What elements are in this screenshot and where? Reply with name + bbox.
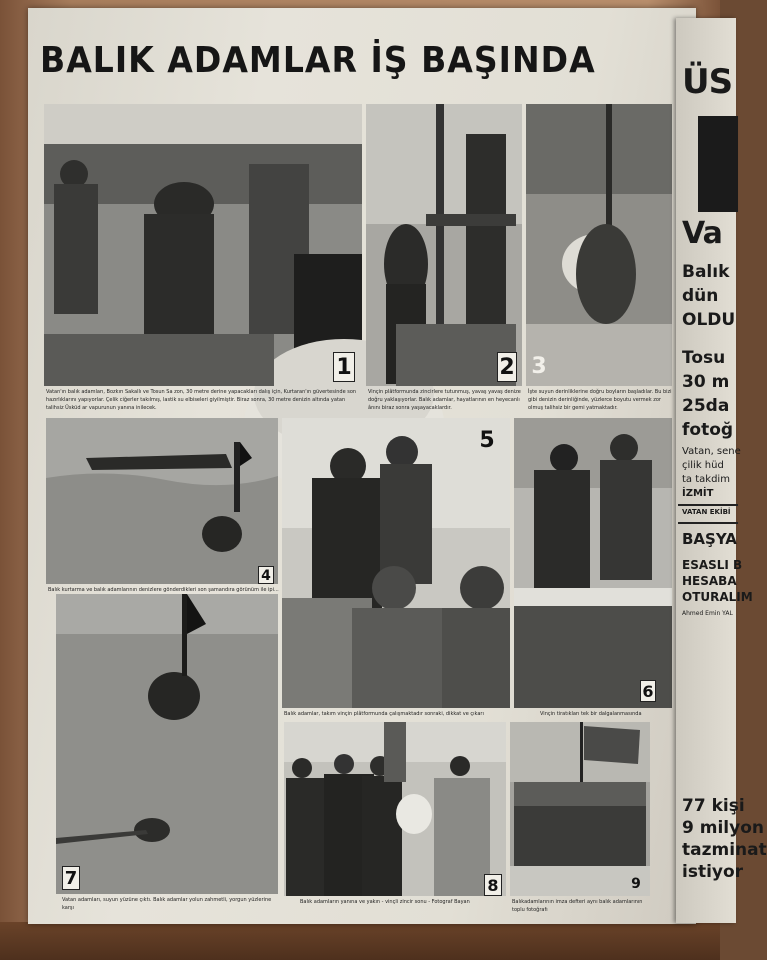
photo-4-caption: Balık kurtarma ve balık adamlarının denizlere gönderdikleri son şamandıra görünüm ile ipi... <box>48 587 279 593</box>
adjacent-fragment: ESASLI B <box>682 558 743 572</box>
adjacent-fragment: 9 milyon <box>682 818 764 838</box>
adjacent-fragment: Vatan, sene <box>682 446 741 457</box>
adjacent-fragment: 77 kişi <box>682 796 745 816</box>
adjacent-fragment: OTURALIM <box>682 590 753 604</box>
adjacent-fragment: tazminat <box>682 840 767 860</box>
page-headline: BALIK ADAMLAR İŞ BAŞINDA <box>40 40 596 81</box>
photo-9-image <box>510 722 650 896</box>
photo-2-caption: Vinçin plâtformunda zincirlere tutunmuş, yavaş yavaş denize doğru yaklaşıyorlar. Balık adamlar, hayatlarının en heyecanlı ânını biraz sonra yaşayacaklardır. <box>368 389 521 411</box>
adjacent-fragment: ta takdim <box>682 474 730 485</box>
adjacent-fragment: Tosu <box>682 348 726 368</box>
adjacent-photo <box>698 116 738 212</box>
photo-6 <box>514 418 672 708</box>
photo-5-caption: Balık adamlar, takım vinçin plâtformunda çalışmaktadır sonraki, dikkat ve çıkarı <box>284 711 484 717</box>
adjacent-fragment: HESABA <box>682 574 737 588</box>
photo-9-number: 9 <box>631 876 641 892</box>
adjacent-fragment: istiyor <box>682 862 744 882</box>
photo-1 <box>44 104 362 386</box>
adjacent-fragment: 30 m <box>682 372 730 392</box>
photo-6-number: 6 <box>640 680 656 702</box>
photo-9 <box>510 722 650 896</box>
binder-bottom-edge <box>0 922 720 960</box>
photo-5 <box>282 418 510 708</box>
photo-3 <box>526 104 672 386</box>
adjacent-fragment: 25da <box>682 396 730 416</box>
adjacent-fragment: İZMİT <box>682 488 714 499</box>
adjacent-rule <box>678 504 738 506</box>
adjacent-newspaper-page <box>676 18 767 923</box>
photo-1-image <box>44 104 362 386</box>
photo-6-caption: Vinçin tiratıkları tek bir dalgalanmasında <box>540 711 642 717</box>
adjacent-fragment: VATAN EKİBİ <box>682 508 731 516</box>
photo-3-image <box>526 104 672 386</box>
photo-7-image <box>56 594 278 894</box>
photo-1-number: 1 <box>333 352 355 382</box>
adjacent-fragment: dün <box>682 286 719 306</box>
photo-6-image <box>514 418 672 708</box>
adjacent-fragment: fotoğ <box>682 420 734 440</box>
photo-3-caption: İşte suyun derinliklerine doğru boyların başladılar. Bu bizi gibi denizin derinliğinde, yüzlerce boyutu vermek zor olmuş talihsiz bir gemi yatmaktadır. <box>528 389 672 411</box>
photo-7 <box>56 594 278 894</box>
photo-1-caption: Vatan'ın balık adamları, Bozkırı Sakallı ve Tosun Sa zon, 30 metre derine yapacakları dalış için, Kurtaran'ın güvertesinde son hazırlıklarını yapıyorlar. Çelik ciğerler takılmış, lastik su elbiseleri giyilmiştir. Biraz sonra, 30 metre denizin altında yatan talihsiz Üsküd ar vapurunun yanına inilecek. <box>46 389 357 411</box>
adjacent-fragment: Va <box>682 216 722 251</box>
adjacent-fragment: Balık <box>682 262 730 282</box>
photo-7-caption: Vatan adamları, suyun yüzüne çıktı. Balık adamlar yolun zahmetli, yorgun yüzlerine karşı <box>62 897 272 911</box>
photo-4 <box>46 418 278 584</box>
photo-7-number: 7 <box>62 866 80 890</box>
photo-8-number: 8 <box>484 874 502 896</box>
photo-9-caption: Balıkadamlarının imza defteri aynı balık adamlarının toplu fotoğrafı <box>512 899 643 913</box>
photo-2-number: 2 <box>497 352 517 382</box>
photo-8 <box>284 722 506 896</box>
photo-3-number: 3 <box>531 354 547 379</box>
photo-8-image <box>284 722 506 896</box>
adjacent-rule <box>678 522 738 524</box>
adjacent-fragment: çilik hüd <box>682 460 724 471</box>
photo-5-image <box>282 418 510 708</box>
photo-4-image <box>46 418 278 584</box>
photo-2 <box>366 104 522 386</box>
photo-8-caption: Balık adamların yanına ve yakın - vinçli zincir sonu - Fotograf Bayan <box>300 899 470 905</box>
photo-2-image <box>366 104 522 386</box>
adjacent-fragment: ÜS <box>682 62 733 102</box>
photo-5-number: 5 <box>479 428 495 453</box>
photo-4-number: 4 <box>258 566 274 584</box>
adjacent-fragment: BAŞYA <box>682 530 737 548</box>
adjacent-fragment: OLDU <box>682 310 736 330</box>
adjacent-fragment: Ahmed Emin YAL <box>682 610 733 617</box>
